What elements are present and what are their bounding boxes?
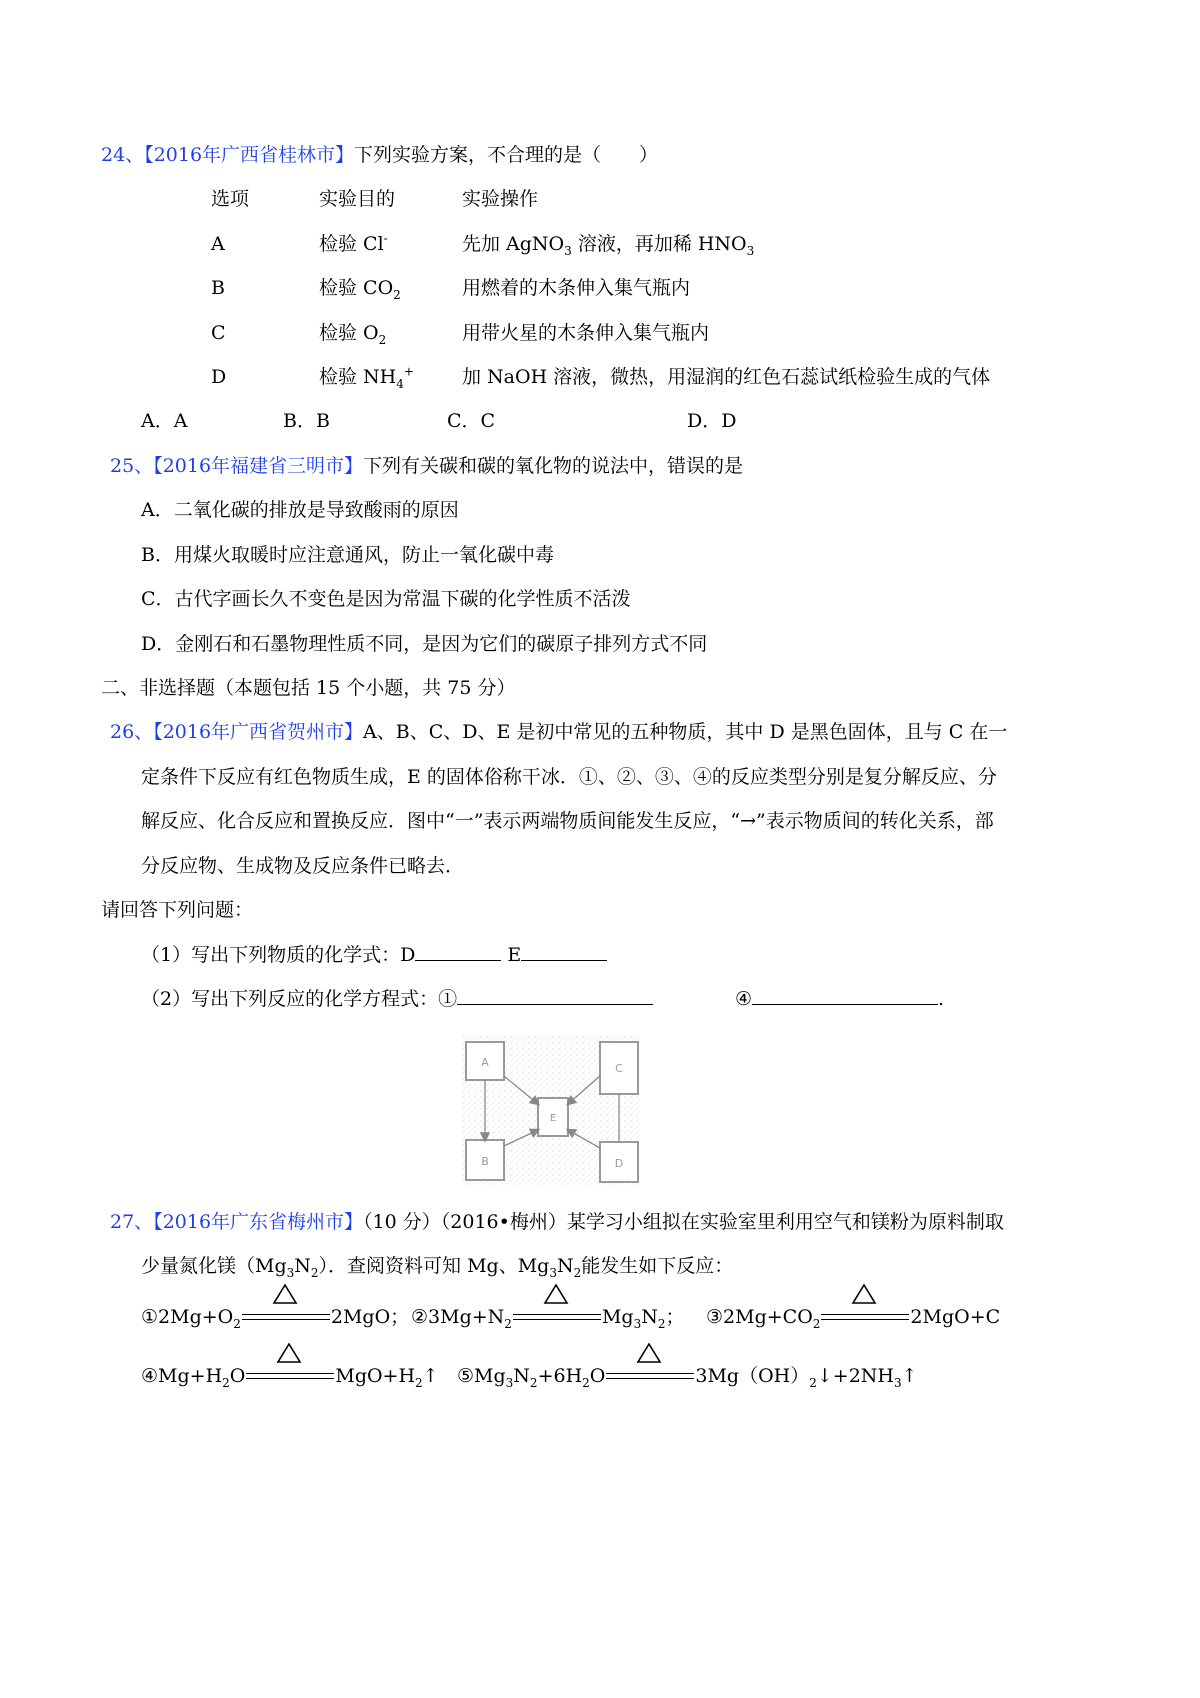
diagram-box-e	[538, 1098, 568, 1136]
q24-source: 【2016年广西省桂林市】	[144, 144, 355, 166]
q24-choice-a: A．A	[141, 410, 188, 432]
reaction-1: $①2Mg+O_2$ 2MgO；	[141, 1303, 409, 1331]
diagram-box-c	[600, 1042, 638, 1094]
q24-header-option: 选项	[211, 188, 250, 210]
reaction-3: $③2Mg+CO_2$ 2MgO+C	[706, 1303, 1000, 1331]
svg-text:C: C	[615, 1062, 623, 1075]
svg-text:D: D	[614, 1157, 624, 1170]
q26-line1: 26、【2016年广西省贺州市】A、B、C、D、E 是初中常见的五种物质，其中 D 是黑色固体，且与 C 在一	[110, 721, 1008, 743]
diagram-box-b	[466, 1140, 504, 1180]
q25-option-b: B．用煤火取暖时应注意通风，防止一氧化碳中毒	[141, 544, 554, 566]
q26-line3: 解反应、化合反应和置换反应．图中“一”表示两端物质间能发生反应，“→”表示物质间的转化关系，部	[141, 810, 994, 832]
reaction-diagram	[462, 1036, 640, 1186]
q24-number: 24、	[101, 144, 145, 166]
heat-equals-sign	[606, 1364, 694, 1390]
svg-text:A: A	[481, 1056, 489, 1069]
q24-header-operation: 实验操作	[462, 188, 539, 210]
answer-blank-eq4[interactable]	[752, 986, 938, 1005]
diagram-box-d	[600, 1142, 638, 1182]
heat-equals-sign	[821, 1305, 909, 1331]
q24-header-aim: 实验目的	[319, 188, 396, 210]
q27-source: 【2016年广东省梅州市】	[153, 1211, 364, 1233]
q26-number: 26、	[110, 721, 154, 743]
reaction-4: $④Mg+H_2O$ $MgO+H_2↑$	[141, 1362, 439, 1390]
q24-row-b-aim: 检验 $CO_2$	[319, 277, 401, 302]
q24-choice-d: D．D	[687, 410, 737, 432]
q24-choice-b: B．B	[283, 410, 330, 432]
q24-row-d-aim: 检验 $NH_4^+$	[319, 364, 414, 391]
q24-stem	[101, 141, 658, 169]
q27-line1: 27、【2016年广东省梅州市】（10 分）（2016•梅州）某学习小组拟在实验室里利用空气和镁粉为原料制取	[110, 1211, 1004, 1233]
q25-source: 【2016年福建省三明市】	[153, 455, 364, 477]
q25-option-a: A．二氧化碳的排放是导致酸雨的原因	[141, 499, 459, 521]
q24-row-d-option: D	[211, 366, 227, 388]
q26-sub1: （1）写出下列物质的化学式：D E	[141, 941, 607, 969]
q24-row-b-option: B	[211, 277, 225, 299]
heat-equals-sign	[513, 1305, 601, 1331]
heat-equals-sign	[242, 1305, 330, 1331]
q25-stem	[110, 452, 743, 480]
q26-source: 【2016年广西省贺州市】	[153, 721, 364, 743]
reaction-2: $②3Mg+N_2$ $Mg_3N_2$；	[411, 1303, 684, 1331]
q24-row-d-operation: 加 NaOH 溶液，微热，用湿润的红色石蕊试纸检验生成的气体	[462, 366, 991, 388]
answer-blank-d[interactable]	[415, 942, 501, 961]
q24-row-c-operation: 用带火星的木条伸入集气瓶内	[462, 322, 710, 344]
answer-blank-e[interactable]	[521, 942, 607, 961]
q26-sub2-4: ④ .	[735, 988, 945, 1010]
q27-number: 27、	[110, 1211, 154, 1233]
heat-equals-sign	[246, 1364, 334, 1390]
q24-row-a-aim: 检验 Cl-	[319, 231, 388, 255]
q24-row-a-option: A	[211, 233, 225, 255]
q24-row-b-operation: 用燃着的木条伸入集气瓶内	[462, 277, 691, 299]
q24-row-c-option: C	[211, 322, 226, 344]
answer-blank-eq1[interactable]	[457, 986, 653, 1005]
section-heading: 二、非选择题（本题包括 15 个小题，共 75 分）	[101, 677, 516, 699]
svg-text:E: E	[549, 1113, 557, 1124]
q27-line2: 少量氮化镁$(Mg_3N_2)$．查阅资料可知 Mg、$Mg_3N_2$能发生如下反应：	[141, 1255, 734, 1280]
q24-text: 下列实验方案，不合理的是（ ）	[354, 144, 659, 166]
svg-text:B: B	[481, 1155, 489, 1168]
q25-option-d: D．金刚石和石墨物理性质不同，是因为它们的碳原子排列方式不同	[141, 633, 708, 655]
q26-line4: 分反应物、生成物及反应条件已略去．	[141, 855, 465, 877]
q25-option-c: C．古代字画长久不变色是因为常温下碳的化学性质不活泼	[141, 588, 631, 610]
q26-line2: 定条件下反应有红色物质生成，E 的固体俗称干冰．①、②、③、④的反应类型分别是复分解反应、分	[141, 766, 997, 788]
q25-text: 下列有关碳和碳的氧化物的说法中，错误的是	[363, 455, 744, 477]
diagram-box-a	[466, 1042, 504, 1080]
reaction-5: $⑤Mg_3N_2+6H_2O$ $3Mg(OH)_2↓+2NH_3↑$	[457, 1362, 918, 1390]
q26-prompt: 请回答下列问题：	[101, 899, 254, 921]
q24-row-c-aim: 检验 $O_2$	[319, 322, 387, 347]
q24-choice-c: C．C	[447, 410, 496, 432]
q26-sub2: （2）写出下列反应的化学方程式：①	[141, 985, 653, 1013]
q24-row-a-operation: 先加 AgNO$_3$ 溶液，再加稀 $HNO_3$	[462, 233, 755, 258]
q25-number: 25、	[110, 455, 154, 477]
